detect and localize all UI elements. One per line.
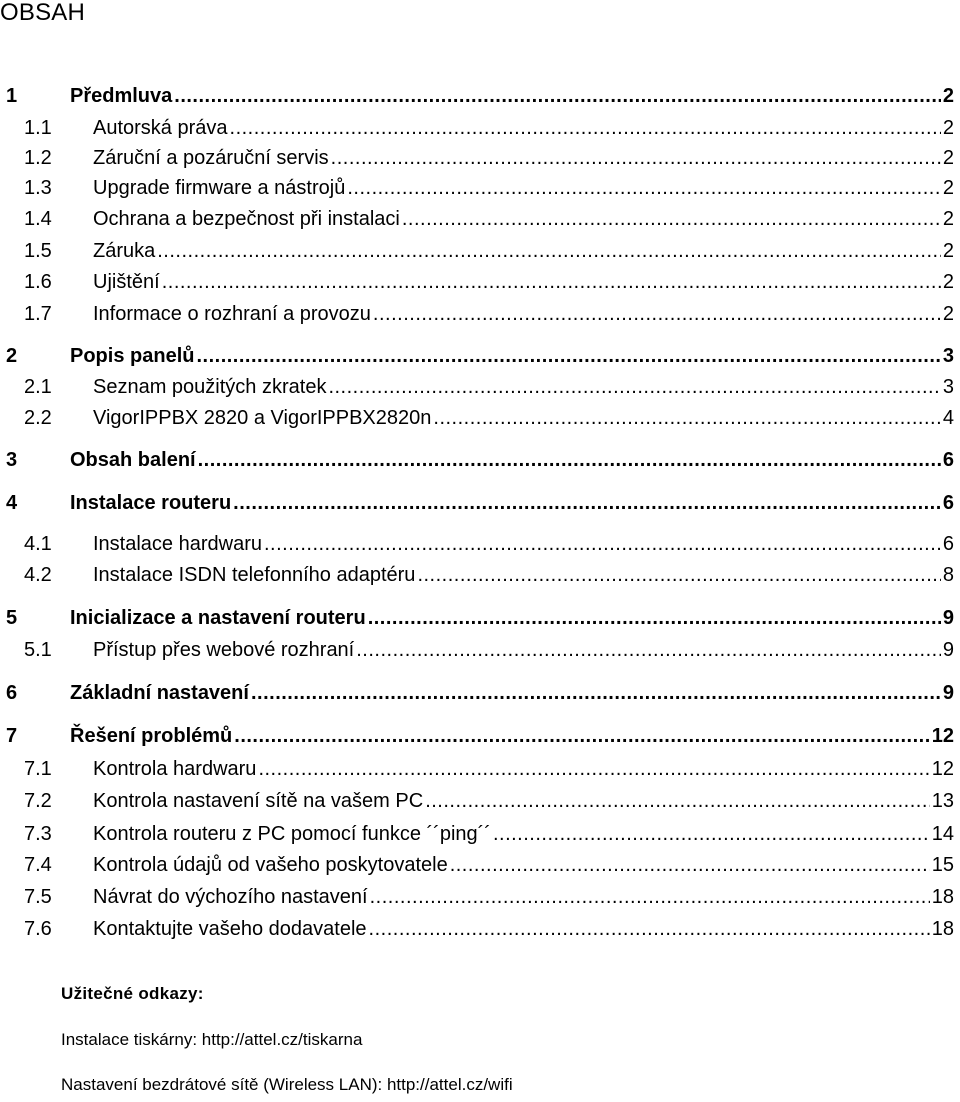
- toc-entry-number: 1: [6, 85, 18, 107]
- toc-entry[interactable]: [0, 883, 960, 911]
- toc-dot-leader: [157, 237, 941, 265]
- toc-entry-label: Záruční a pozáruční servis: [93, 147, 329, 169]
- toc-entry[interactable]: [0, 787, 960, 815]
- toc-entry-page: 3: [942, 345, 954, 367]
- toc-entry-label: Obsah balení: [70, 449, 196, 471]
- toc-entry-number: 4.1: [24, 533, 52, 555]
- toc-entry-page: 6: [942, 533, 954, 555]
- toc-entry-label: Základní nastavení: [70, 682, 249, 704]
- toc-dot-leader: [196, 342, 940, 370]
- printer-install-link[interactable]: Instalace tiskárny: http://attel.cz/tiskarna: [61, 1030, 363, 1049]
- toc-entry[interactable]: [0, 915, 960, 943]
- toc-entry-label: Autorská práva: [93, 117, 228, 139]
- toc-entry-number: 5: [6, 607, 18, 629]
- toc-entry-page: 3: [942, 376, 954, 398]
- toc-entry-number: 2.2: [24, 407, 52, 429]
- toc-entry-page: 2: [942, 303, 954, 325]
- toc-entry-label: Informace o rozhraní a provozu: [93, 303, 371, 325]
- toc-entry-number: 4: [6, 492, 18, 514]
- toc-entry-page: 18: [931, 918, 954, 940]
- toc-dot-leader: [369, 915, 930, 943]
- toc-entry[interactable]: [0, 268, 960, 296]
- toc-dot-leader: [368, 604, 941, 632]
- toc-entry-page: 13: [931, 790, 954, 812]
- toc-entry[interactable]: [0, 679, 960, 707]
- toc-entry-label: Návrat do výchozího nastavení: [93, 886, 368, 908]
- toc-entry-page: 15: [931, 854, 954, 876]
- toc-entry[interactable]: [0, 237, 960, 265]
- toc-entry-label: Záruka: [93, 240, 156, 262]
- toc-dot-leader: [417, 561, 940, 589]
- toc-entry-label: Kontaktujte vašeho dodavatele: [93, 918, 367, 940]
- toc-entry-page: 14: [931, 823, 954, 845]
- toc-dot-leader: [234, 722, 929, 750]
- toc-dot-leader: [356, 636, 941, 664]
- toc-entry-number: 1.2: [24, 147, 52, 169]
- toc-entry-number: 2: [6, 345, 18, 367]
- toc-entry-page: 2: [942, 117, 954, 139]
- toc-entry-page: 18: [931, 886, 954, 908]
- toc-entry-number: 1.5: [24, 240, 52, 262]
- toc-entry[interactable]: [0, 342, 960, 370]
- toc-entry-label: Inicializace a nastavení routeru: [70, 607, 366, 629]
- toc-entry[interactable]: [0, 82, 960, 110]
- toc-entry-number: 7: [6, 725, 18, 747]
- toc-entry-number: 6: [6, 682, 18, 704]
- toc-entry-label: Kontrola routeru z PC pomocí funkce ´´ping´´: [93, 823, 491, 845]
- toc-entry-label: Kontrola údajů od vašeho poskytovatele: [93, 854, 448, 876]
- toc-dot-leader: [328, 373, 940, 401]
- toc-entry[interactable]: [0, 561, 960, 589]
- toc-dot-leader: [233, 489, 941, 517]
- wifi-setup-link[interactable]: Nastavení bezdrátové sítě (Wireless LAN): http://attel.cz/wifi: [61, 1075, 513, 1094]
- toc-entry[interactable]: [0, 755, 960, 783]
- toc-entry[interactable]: [0, 851, 960, 879]
- toc-entry-page: 2: [942, 177, 954, 199]
- toc-entry-page: 2: [942, 271, 954, 293]
- toc-dot-leader: [347, 174, 941, 202]
- toc-entry-number: 2.1: [24, 376, 52, 398]
- toc-entry-page: 4: [942, 407, 954, 429]
- toc-entry-number: 7.1: [24, 758, 52, 780]
- toc-entry-number: 7.6: [24, 918, 52, 940]
- toc-entry-number: 7.2: [24, 790, 52, 812]
- toc-dot-leader: [251, 679, 941, 707]
- toc-entry-number: 1.3: [24, 177, 52, 199]
- toc-entry-label: Kontrola hardwaru: [93, 758, 257, 780]
- toc-entry-number: 1.7: [24, 303, 52, 325]
- toc-entry-page: 2: [942, 208, 954, 230]
- toc-entry[interactable]: [0, 404, 960, 432]
- toc-entry-label: Instalace hardwaru: [93, 533, 262, 555]
- toc-entry-page: 2: [942, 85, 954, 107]
- toc-entry[interactable]: [0, 636, 960, 664]
- toc-dot-leader: [450, 851, 930, 879]
- toc-entry-label: Popis panelů: [70, 345, 195, 367]
- toc-entry-number: 1.6: [24, 271, 52, 293]
- toc-entry-page: 9: [942, 639, 954, 661]
- toc-entry-page: 12: [931, 758, 954, 780]
- toc-entry-number: 7.3: [24, 823, 52, 845]
- toc-entry[interactable]: [0, 174, 960, 202]
- toc-entry-label: VigorIPPBX 2820 a VigorIPPBX2820n: [93, 407, 432, 429]
- useful-links-heading: Užitečné odkazy:: [61, 984, 204, 1003]
- toc-entry-label: Přístup přes webové rozhraní: [93, 639, 355, 661]
- toc-entry[interactable]: [0, 114, 960, 142]
- toc-entry[interactable]: [0, 530, 960, 558]
- toc-entry-label: Upgrade firmware a nástrojů: [93, 177, 346, 199]
- toc-dot-leader: [433, 404, 940, 432]
- toc-dot-leader: [230, 114, 941, 142]
- toc-entry-page: 2: [942, 147, 954, 169]
- toc-entry-page: 8: [942, 564, 954, 586]
- toc-entry-page: 6: [942, 449, 954, 471]
- toc-dot-leader: [258, 755, 929, 783]
- toc-entry-number: 3: [6, 449, 18, 471]
- toc-entry-number: 7.4: [24, 854, 52, 876]
- toc-entry-page: 6: [942, 492, 954, 514]
- toc-entry-number: 1.4: [24, 208, 52, 230]
- page-title: OBSAH: [0, 0, 86, 26]
- toc-entry[interactable]: [0, 446, 960, 474]
- toc-entry-label: Seznam použitých zkratek: [93, 376, 327, 398]
- toc-dot-leader: [198, 446, 941, 474]
- toc-dot-leader: [373, 300, 941, 328]
- toc-entry[interactable]: [0, 144, 960, 172]
- toc-entry[interactable]: [0, 489, 960, 517]
- toc-dot-leader: [402, 205, 941, 233]
- toc-dot-leader: [162, 268, 941, 296]
- toc-entry-label: Ujištění: [93, 271, 160, 293]
- toc-entry[interactable]: [0, 300, 960, 328]
- toc-entry-page: 9: [942, 607, 954, 629]
- toc-dot-leader: [174, 82, 941, 110]
- toc-entry[interactable]: [0, 604, 960, 632]
- toc-entry-page: 12: [931, 725, 954, 747]
- toc-entry[interactable]: [0, 373, 960, 401]
- toc-entry-page: 2: [942, 240, 954, 262]
- toc-entry-label: Předmluva: [70, 85, 173, 107]
- toc-dot-leader: [370, 883, 930, 911]
- toc-entry[interactable]: [0, 820, 960, 848]
- toc-entry-label: Řešení problémů: [70, 725, 233, 747]
- toc-dot-leader: [493, 820, 930, 848]
- toc-entry-label: Instalace ISDN telefonního adaptéru: [93, 564, 416, 586]
- toc-dot-leader: [425, 787, 930, 815]
- toc-entry-page: 9: [942, 682, 954, 704]
- toc-dot-leader: [264, 530, 941, 558]
- toc-entry-number: 1.1: [24, 117, 52, 139]
- toc-dot-leader: [331, 144, 941, 172]
- toc-entry-label: Kontrola nastavení sítě na vašem PC: [93, 790, 424, 812]
- toc-entry-label: Ochrana a bezpečnost při instalaci: [93, 208, 400, 230]
- toc-entry-number: 5.1: [24, 639, 52, 661]
- toc-entry-label: Instalace routeru: [70, 492, 232, 514]
- toc-entry-number: 7.5: [24, 886, 52, 908]
- toc-entry[interactable]: [0, 722, 960, 750]
- toc-entry[interactable]: [0, 205, 960, 233]
- toc-entry-number: 4.2: [24, 564, 52, 586]
